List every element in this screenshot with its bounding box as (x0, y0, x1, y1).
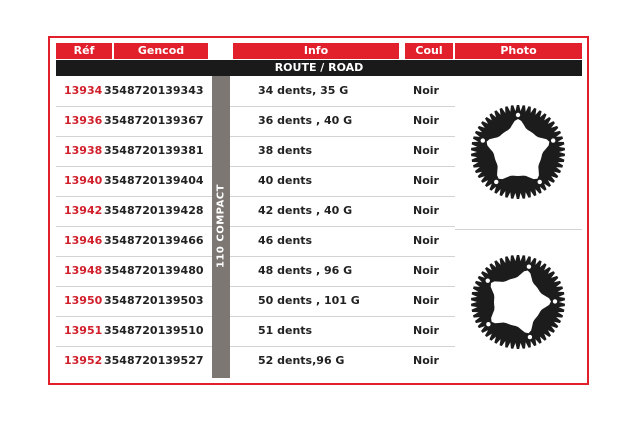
row-ref: 13940 (64, 174, 103, 187)
row-info: 36 dents , 40 G (258, 114, 353, 127)
row-gencod: 3548720139527 (104, 354, 204, 367)
table-row (56, 196, 456, 226)
row-gencod: 3548720139480 (104, 264, 204, 277)
table-row (56, 316, 456, 346)
chainring-icon (471, 255, 565, 349)
header-photo: Photo (455, 43, 582, 59)
row-coul: Noir (413, 264, 439, 277)
row-ref: 13938 (64, 144, 103, 157)
row-coul: Noir (413, 174, 439, 187)
row-coul: Noir (413, 294, 439, 307)
row-info: 50 dents , 101 G (258, 294, 360, 307)
row-info: 48 dents , 96 G (258, 264, 353, 277)
row-info: 40 dents (258, 174, 313, 187)
row-coul: Noir (413, 114, 439, 127)
row-ref: 13936 (64, 114, 103, 127)
row-ref: 13934 (64, 84, 103, 97)
row-gencod: 3548720139428 (104, 204, 204, 217)
row-coul: Noir (413, 204, 439, 217)
row-ref: 13946 (64, 234, 103, 247)
row-gencod: 3548720139510 (104, 324, 204, 337)
header-ref: Réf (56, 43, 112, 59)
row-coul: Noir (413, 234, 439, 247)
table-row (56, 286, 456, 316)
group-label: 110 COMPACT (215, 184, 227, 268)
header-info: Info (233, 43, 399, 59)
row-info: 51 dents (258, 324, 313, 337)
row-info: 38 dents (258, 144, 313, 157)
row-info: 46 dents (258, 234, 313, 247)
row-coul: Noir (413, 144, 439, 157)
row-ref: 13942 (64, 204, 103, 217)
row-gencod: 3548720139503 (104, 294, 204, 307)
row-coul: Noir (413, 354, 439, 367)
row-gencod: 3548720139367 (104, 114, 204, 127)
row-coul: Noir (413, 324, 439, 337)
photo-column (455, 76, 582, 378)
chainring-icon (471, 105, 565, 199)
row-gencod: 3548720139343 (104, 84, 204, 97)
row-gencod: 3548720139466 (104, 234, 204, 247)
header-gencod: Gencod (114, 43, 208, 59)
table-row (56, 106, 456, 136)
table-row (56, 166, 456, 196)
section-band: ROUTE / ROAD (56, 60, 582, 76)
row-ref: 13950 (64, 294, 103, 307)
table-row (56, 226, 456, 256)
table-row (56, 136, 456, 166)
row-info: 42 dents , 40 G (258, 204, 353, 217)
row-info: 34 dents, 35 G (258, 84, 349, 97)
table-row (56, 256, 456, 286)
table-row (56, 346, 456, 376)
row-ref: 13952 (64, 354, 103, 367)
row-coul: Noir (413, 84, 439, 97)
row-info: 52 dents,96 G (258, 354, 345, 367)
header-coul: Coul (405, 43, 453, 59)
row-ref: 13948 (64, 264, 103, 277)
row-gencod: 3548720139381 (104, 144, 204, 157)
row-ref: 13951 (64, 324, 103, 337)
row-gencod: 3548720139404 (104, 174, 204, 187)
table-row (56, 76, 456, 106)
chainring-icon (455, 76, 582, 378)
